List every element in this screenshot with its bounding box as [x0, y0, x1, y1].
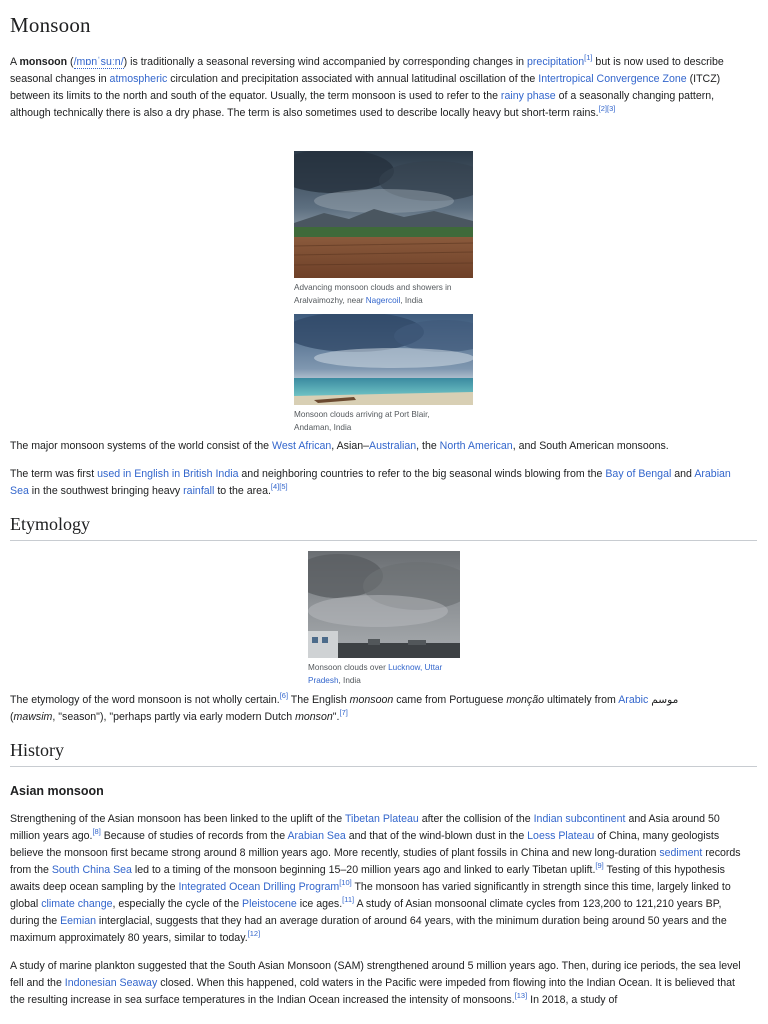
link-climate-change[interactable]: climate change: [41, 898, 113, 910]
text: after the collision of the: [418, 813, 534, 825]
link-used-in-english[interactable]: used in English in British India: [97, 468, 239, 480]
text: but is now used to describe seasonal changes in: [10, 56, 724, 85]
link-eemian[interactable]: Eemian: [60, 915, 96, 927]
link-south-china-sea[interactable]: South China Sea: [51, 864, 132, 876]
link-bay-of-bengal[interactable]: Bay of Bengal: [605, 468, 672, 480]
monsoon-clouds-city-image[interactable]: [308, 551, 460, 658]
link-north-american[interactable]: North American: [439, 440, 513, 452]
caption-text: Advancing monsoon clouds and showers in Aralvaimozhy, near: [294, 283, 452, 305]
ref-4-5[interactable]: [4][5]: [270, 482, 288, 491]
text: , "season"), "perhaps partly via early modern Dutch: [52, 711, 296, 723]
page-title: Monsoon: [10, 13, 91, 37]
link-west-african[interactable]: West African: [272, 440, 332, 452]
link-precipitation[interactable]: precipitation: [527, 56, 585, 68]
text: The monsoon has varied significantly in strength since this time, largely linked to global: [10, 881, 731, 910]
figure-lucknow: [308, 551, 460, 687]
monsoon-clouds-beach-image[interactable]: [294, 314, 473, 405]
text: The term was first: [10, 468, 98, 480]
text: ultimately from: [544, 694, 619, 706]
ref-1[interactable]: [1]: [584, 53, 593, 62]
ref-12[interactable]: [12]: [247, 929, 261, 938]
figure-aralvaimozhy: [294, 151, 473, 307]
link-itcz[interactable]: Intertropical Convergence Zone: [538, 73, 687, 85]
ipa-pronunciation-link[interactable]: /mɒnˈsuːn/: [73, 56, 124, 68]
term-mawsim: mawsim: [13, 711, 53, 723]
ref-8[interactable]: [8]: [92, 827, 101, 836]
text: and Asia around 50 million years ago.: [10, 813, 720, 842]
subsection-heading-asian-monsoon: Asian monsoon: [10, 784, 104, 798]
text: The English: [288, 694, 350, 706]
ref-9[interactable]: [9]: [595, 861, 604, 870]
text: ".: [332, 711, 340, 723]
link-rainfall[interactable]: rainfall: [183, 485, 215, 497]
text: interglacial, suggests that they had an average duration of around 64 years, with the minimum duration being around 50 years and the maximum approximately 80 years, similar to today.: [10, 915, 727, 944]
text: records from the: [10, 847, 741, 876]
link-australian[interactable]: Australian: [369, 440, 417, 452]
link-indonesian-seaway[interactable]: Indonesian Seaway: [64, 977, 158, 989]
caption-text: Monsoon clouds arriving at Port Blair, Andaman, India: [294, 410, 430, 432]
arabic-word: موسم: [648, 694, 679, 706]
caption-text: , India: [338, 676, 361, 685]
text: in the southwest bringing heavy: [28, 485, 184, 497]
link-arabian-sea[interactable]: Arabian Sea: [287, 830, 346, 842]
ref-2-3[interactable]: [2][3]: [598, 104, 616, 113]
text: The etymology of the word monsoon is not wholly certain.: [10, 694, 280, 706]
text: A study of marine plankton suggested that the South Asian Monsoon (SAM) strengthened around 5 million years ago. Then, during ice periods, the sea level fell and the: [10, 960, 741, 989]
text: Testing of this hypothesis awaits deep ocean sampling by the: [10, 864, 725, 893]
figure-port-blair: [294, 314, 473, 434]
text: closed. When this happened, cold waters in the Pacific were impeded from flowing into the Indian Ocean. It is believed that the resulting increase in sea surface temperatures in the Indian Ocean increased the intensity of monsoons.: [10, 977, 735, 1006]
ref-6[interactable]: [6]: [279, 691, 289, 700]
text: The major monsoon systems of the world consist of the: [10, 440, 273, 452]
text: , the: [416, 440, 440, 452]
ref-13[interactable]: [13]: [514, 991, 528, 1000]
link-nagercoil[interactable]: Nagercoil: [365, 296, 401, 305]
link-integrated-ocean-drilling-program[interactable]: Integrated Ocean Drilling Program: [178, 881, 340, 893]
text: of China, many geologists believe the monsoon first became strong around 8 million years ago. More recently, studies of plant fossils in China and new long-duration: [10, 830, 720, 859]
link-tibetan-plateau[interactable]: Tibetan Plateau: [344, 813, 419, 825]
caption-text: Monsoon clouds over: [308, 663, 389, 672]
section-heading-history: History: [10, 738, 757, 767]
text: In 2018, a study of: [527, 994, 618, 1006]
link-arabian-sea[interactable]: Arabian Sea: [10, 468, 731, 497]
text: of a seasonally changing pattern, although technically there is also a dry phase. The term is also sometimes used to describe locally heavy but short-term rains.: [10, 90, 715, 119]
ref-10[interactable]: [10]: [339, 878, 352, 887]
figure-caption: [308, 658, 458, 687]
link-rainy-phase[interactable]: rainy phase: [500, 90, 556, 102]
term-monsoon: monsoon: [19, 56, 68, 68]
intro-paragraph-1: [10, 54, 750, 122]
link-arabic[interactable]: Arabic: [618, 694, 649, 706]
text: ) is traditionally a seasonal reversing wind accompanied by corresponding changes in: [123, 56, 528, 68]
term-monson: monson: [295, 711, 333, 723]
link-indian-subcontinent[interactable]: Indian subcontinent: [533, 813, 626, 825]
figure-caption: [294, 278, 473, 307]
text: , especially the cycle of the: [112, 898, 243, 910]
ref-7[interactable]: [7]: [339, 708, 348, 717]
text: circulation and precipitation associated with annual latitudinal oscillation of the: [167, 73, 539, 85]
text: and that of the wind-blown dust in the: [345, 830, 528, 842]
text: Because of studies of records from the: [100, 830, 288, 842]
text: (: [67, 56, 74, 68]
text: Strengthening of the Asian monsoon has been linked to the uplift of the: [10, 813, 345, 825]
text: A study of Asian monsoonal climate cycles from 123,200 to 121,210 years BP, during the: [10, 898, 722, 927]
monsoon-clouds-field-image[interactable]: [294, 151, 473, 278]
etymology-paragraph: [10, 692, 750, 726]
text: and neighboring countries to refer to the big seasonal winds blowing from the: [238, 468, 606, 480]
section-heading-etymology: Etymology: [10, 512, 757, 541]
text: and: [671, 468, 695, 480]
caption-text: , India: [400, 296, 423, 305]
text: A: [10, 56, 20, 68]
link-lucknow[interactable]: Lucknow, Uttar Pradesh: [308, 663, 443, 685]
history-paragraph-2: [10, 958, 750, 1009]
link-loess-plateau[interactable]: Loess Plateau: [527, 830, 595, 842]
link-atmospheric[interactable]: atmospheric: [109, 73, 168, 85]
text: led to a timing of the monsoon beginning 15–20 million years ago and linked to early Tibetan uplift.: [131, 864, 596, 876]
text: (: [10, 711, 14, 723]
text: came from Portuguese: [393, 694, 507, 706]
intro-paragraph-2: [10, 438, 750, 455]
text: (ITCZ) between its limits to the north and south of the equator. Usually, the term monsoon is used to refer to the: [10, 73, 721, 102]
text: ice ages.: [296, 898, 343, 910]
figure-caption: [294, 405, 459, 434]
text: , Asian–: [331, 440, 369, 452]
link-pleistocene[interactable]: Pleistocene: [242, 898, 297, 910]
text: , and South American monsoons.: [512, 440, 669, 452]
intro-paragraph-3: [10, 466, 750, 500]
history-paragraph-1: [10, 811, 750, 947]
text: to the area.: [214, 485, 271, 497]
ref-11[interactable]: [11]: [342, 895, 355, 904]
term-monsoon-italic: monsoon: [349, 694, 394, 706]
link-sediment[interactable]: sediment: [659, 847, 703, 859]
term-moncao: monção: [506, 694, 545, 706]
